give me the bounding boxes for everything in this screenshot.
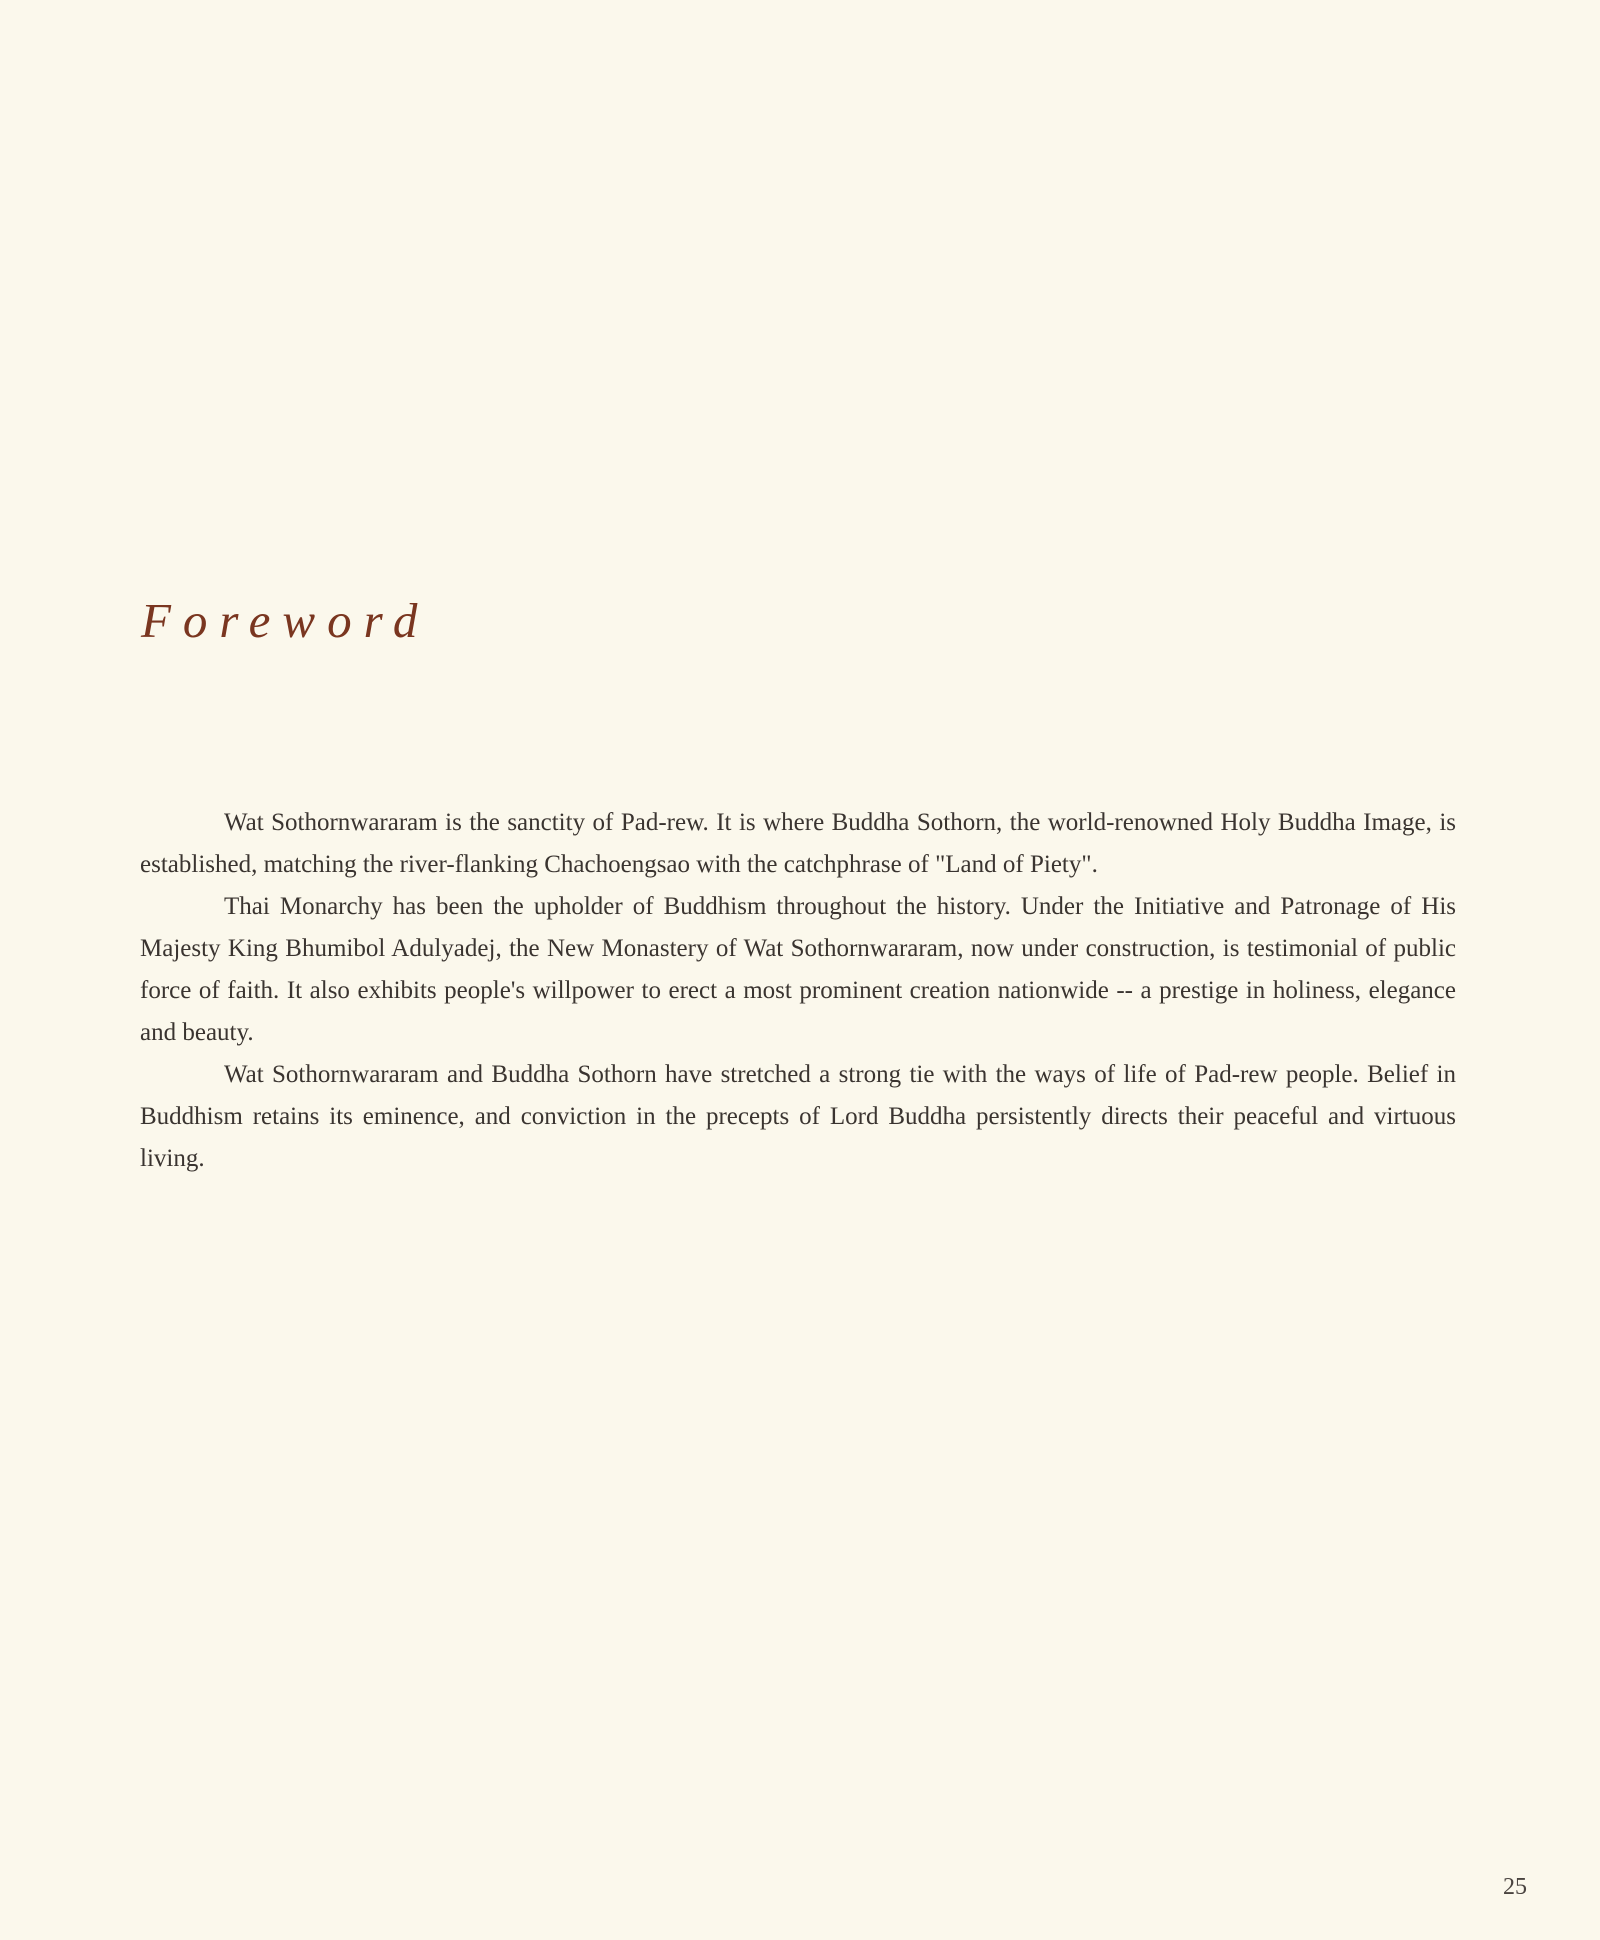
paragraph-3: Wat Sothornwararam and Buddha Sothorn have stretched a strong tie with the ways of life of Pad-rew people. Belief in Buddhism retains its eminence, and conviction in the precepts of Lord Buddha persistently directs their peaceful and virtuous living. xyxy=(140,1061,1456,1172)
paragraph-2: Thai Monarchy has been the upholder of Buddhism throughout the history. Under the Initiative and Patronage of His Majesty King Bhumibol Adulyadej, the New Monastery of Wat Sothornwararam, now under construction, is testimonial of public force of faith. It also exhibits people's willpower to erect a most prominent creation nationwide -- a prestige in holiness, elegance and beauty. xyxy=(140,893,1456,1046)
foreword-body xyxy=(140,802,1456,1180)
paragraph-1: Wat Sothornwararam is the sanctity of Pad-rew. It is where Buddha Sothorn, the world-renowned Holy Buddha Image, is established, matching the river-flanking Chachoengsao with the catchphrase of "Land of Piety". xyxy=(140,809,1456,878)
page-heading: Foreword xyxy=(141,593,430,648)
page-number: 25 xyxy=(1503,1874,1527,1900)
